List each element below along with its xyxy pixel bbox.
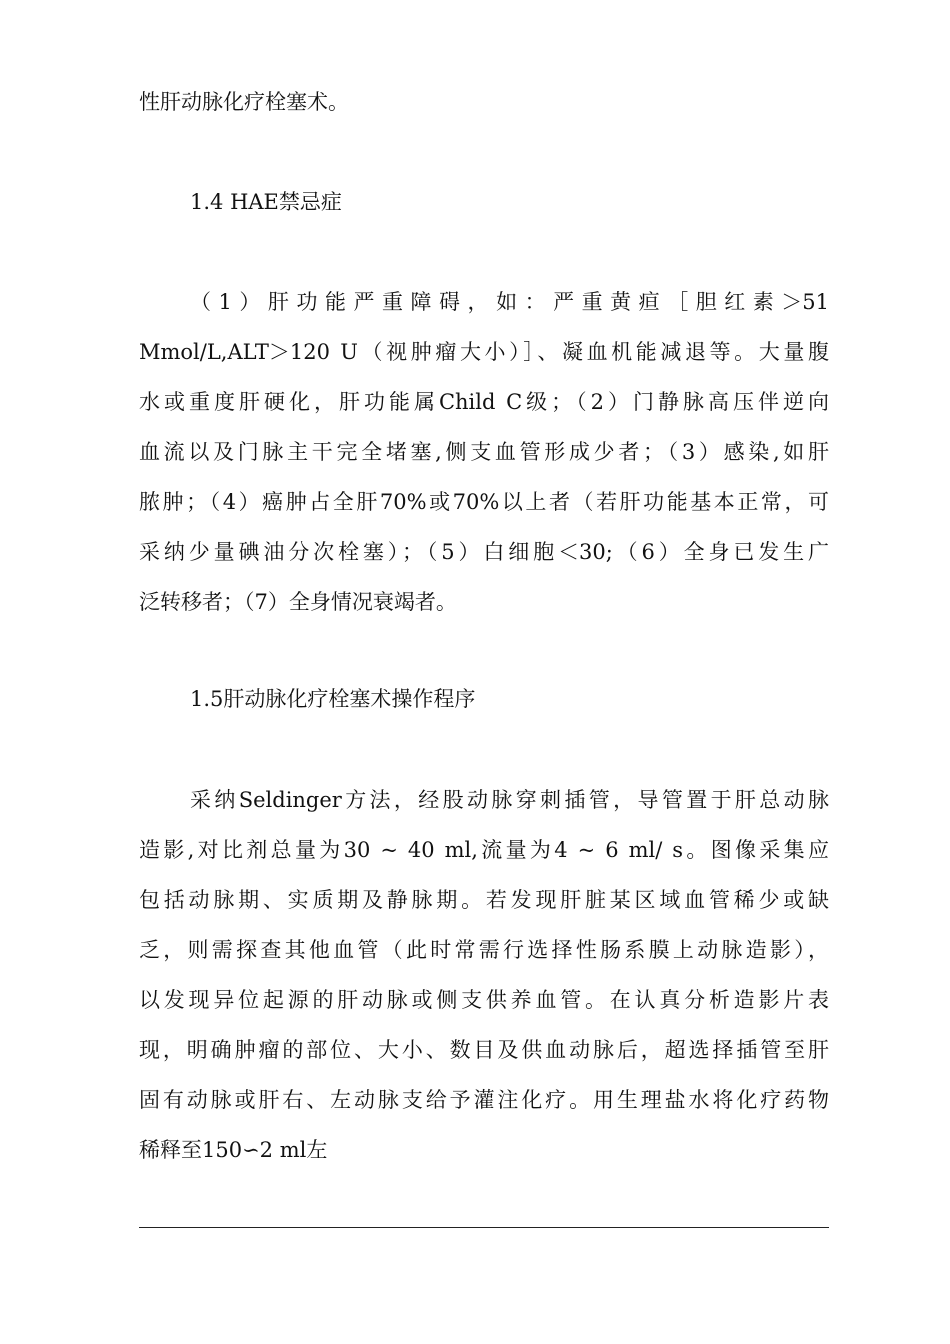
- paragraph-line: 现，明确肿瘤的部位、大小、数目及供血动脉后，超选择插管至肝: [139, 1038, 829, 1062]
- paragraph-line: 固有动脉或肝右、左动脉支给予灌注化疗。用生理盐水将化疗药物: [139, 1088, 829, 1112]
- paragraph-line: 以发现异位起源的肝动脉或侧支供养血管。在认真分析造影片表: [139, 988, 829, 1012]
- paragraph-line: 泛转移者；（7）全身情况衰竭者。: [139, 590, 457, 614]
- paragraph-line: 包括动脉期、实质期及静脉期。若发现肝脏某区域血管稀少或缺: [139, 888, 829, 912]
- paragraph-line: Mmol/L,ALT＞120 U（视肿瘤大小）］、凝血机能减退等。大量腹: [139, 340, 829, 364]
- paragraph-line: 脓肿；（4）癌肿占全肝70%或70%以上者（若肝功能基本正常，可: [139, 490, 829, 514]
- paragraph-line: 水或重度肝硬化，肝功能属Child C级；（2）门静脉高压伴逆向: [139, 390, 829, 414]
- paragraph-line: 乏，则需探查其他血管（此时常需行选择性肠系膜上动脉造影），: [139, 938, 829, 962]
- section-heading-1-5: 1.5肝动脉化疗栓塞术操作程序: [190, 687, 476, 711]
- paragraph-line: 采纳Seldinger方法，经股动脉穿刺插管，导管置于肝总动脉: [190, 788, 829, 812]
- paragraph-line: （1）肝功能严重障碍，如：严重黄疸［胆红素＞51: [190, 290, 829, 314]
- continuation-text: 性肝动脉化疗栓塞术。: [139, 90, 349, 114]
- paragraph-line: 造影,对比剂总量为30 ~ 40 ml,流量为4 ~ 6 ml/ s。图像采集应: [139, 838, 829, 862]
- paragraph-line: 稀释至150∽2 ml左: [139, 1138, 328, 1162]
- paragraph-line: 血流以及门脉主干完全堵塞,侧支血管形成少者；（3）感染,如肝: [139, 440, 829, 464]
- section-heading-1-4: 1.4 HAE禁忌症: [190, 190, 342, 214]
- footer-divider: [139, 1227, 829, 1228]
- paragraph-line: 采纳少量碘油分次栓塞）；（5）白细胞＜30;（6）全身已发生广: [139, 540, 829, 564]
